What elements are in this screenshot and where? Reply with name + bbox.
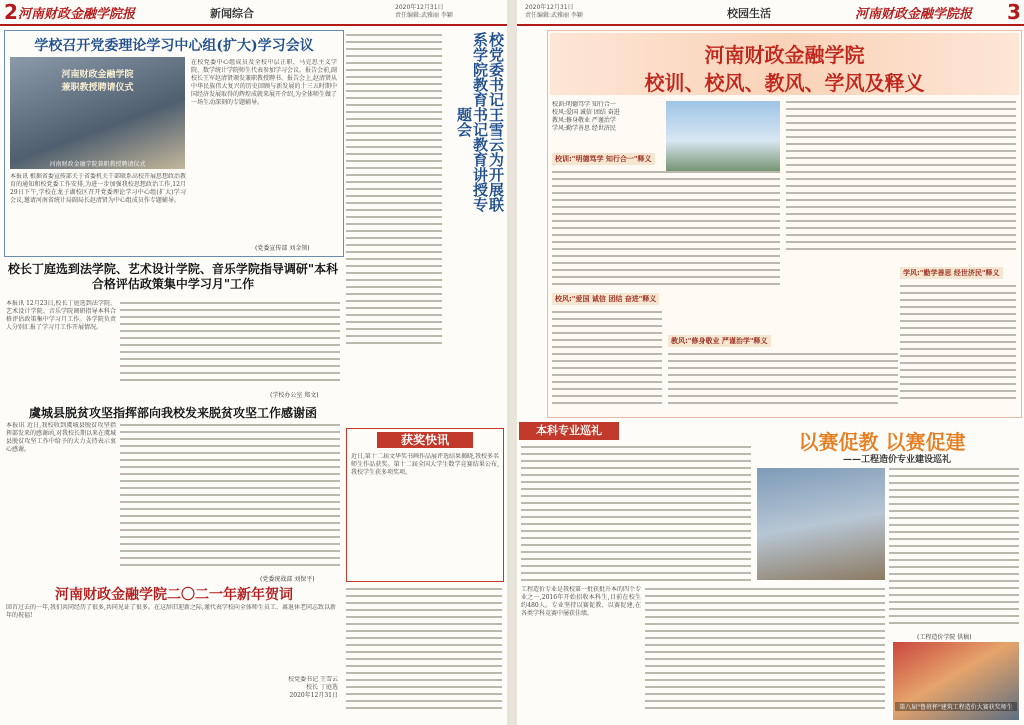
photo-backdrop-text: 河南财政金融学院 兼职教授聘请仪式	[61, 70, 134, 93]
misc-text-lines	[346, 588, 502, 718]
spirit-text-lines	[552, 311, 662, 411]
banner-line1: 河南财政金融学院	[704, 43, 865, 67]
story-photo-caption: 第八届"鲁班杯"建筑工程造价大赛获奖师生	[895, 702, 1017, 711]
photo-caption: 河南财政金融学院兼职教授聘请仪式	[49, 161, 146, 168]
paper-name: 河南财政金融学院报	[18, 7, 136, 22]
lead-headline: 学校召开党委理论学习中心组(扩大)学习会议	[34, 38, 314, 54]
section-title: 校园生活	[727, 7, 771, 20]
right-column-text-lines	[786, 101, 1016, 261]
left-masthead	[0, 0, 507, 26]
story-text-lines-a	[521, 446, 751, 582]
story2-text-lines	[120, 302, 340, 386]
new-year-signature: 校党委书记 王雪云 校长 丁庭选 2020年12月31日	[288, 676, 338, 699]
page-number: 2	[4, 0, 18, 24]
story-banner: 以赛促教 以赛促建	[798, 430, 966, 454]
issue-meta: 2020年12月31日 责任编辑:武雅丽 李颖	[395, 4, 453, 19]
paper-name: 河南财政金融学院报	[855, 7, 973, 22]
story2-author: (学校办公室 郑文)	[270, 392, 319, 399]
lead-body: 在校党委中心组成员及全校中层正职、马克思主义学院、数学统计学院师生代表参加学习会议。报告会前,副校长王军赵清贤颁发兼职教授聘书。报告会上,赵清贤从中华民族伟大复兴的历史回顾与新发展的十三五时期中国经济发展取得的辉煌成就来展开介绍,为全体师生做了一场生动深刻的专题辅导。	[191, 59, 337, 106]
campus-photo	[666, 101, 780, 173]
team-photo	[757, 468, 885, 580]
story2-headline: 校长丁庭选到法学院、艺术设计学院、音乐学院指导调研"本科合格评估政策集中学习月"工作	[7, 262, 339, 291]
spirit-section-title: 校风:"爱国 诚信 团结 奋进"释义	[552, 293, 659, 305]
story-subtitle: ——工程造价专业建设巡礼	[842, 455, 951, 465]
new-year-body: 回首过去的一年,我们共同经历了很多,共同见证了很多。在这辞旧迎新之际,谨代表学校向全体师生员工、离退休老同志致以新年的祝福!	[6, 604, 336, 619]
motto-section-title: 校训:"明德笃学 知行合一"释义	[552, 153, 655, 165]
lead-author: (党委宣传部 刘金领)	[255, 245, 310, 252]
story-photo	[893, 642, 1019, 720]
lead-photo	[10, 57, 185, 169]
vertical-column-headline: 校党委书记王雪云为开展联系学院教育书记教育讲授专题会	[455, 32, 505, 212]
banner-line2: 校训、校风、教风、学风及释义	[644, 71, 925, 95]
page-number: 3	[1007, 0, 1021, 24]
column-text-lines	[346, 34, 442, 352]
story2-body: 本报讯 12月23日,校长丁庭选到法学院、艺术设计学院、音乐学院调研指导本科合格评估政策集中学习月工作。各学院负责人分别汇报了学习月工作开展情况。	[6, 300, 116, 331]
motto-feature	[547, 30, 1022, 418]
story-author: (工程造价学院 供稿)	[917, 634, 972, 641]
center-fold	[507, 0, 517, 725]
section-title: 新闻综合	[210, 7, 254, 20]
motto-list: 校训:明德笃学 知行合一 校风:爱国 诚信 团结 奋进 教风:修身敬业 严谨治学 学风:勤学善思 经世济民	[552, 101, 620, 132]
teaching-text-lines	[668, 353, 898, 411]
story3-text-lines	[120, 424, 340, 574]
award-box	[346, 428, 504, 582]
issue-meta: 2020年12月31日 责任编辑:武雅丽 李颖	[525, 4, 583, 19]
award-body: 近日,第十二届文华奖书画作品展评选结果揭晓,我校多名师生作品获奖。第十二届全国大学生数学竞赛结果公布,我校学生获多项奖项。	[351, 453, 499, 476]
study-section-title: 学风:"勤学善思 经世济民"释义	[900, 267, 1003, 279]
left-newspaper-page	[0, 0, 507, 725]
motto-text-lines	[552, 171, 780, 291]
story3-headline: 虞城县脱贫攻坚指挥部向我校发来脱贫攻坚工作感谢函	[28, 406, 317, 420]
column-tag: 本科专业巡礼	[519, 422, 619, 440]
study-text-lines	[900, 285, 1016, 411]
new-year-headline: 河南财政金融学院二〇二一年新年贺词	[55, 587, 293, 603]
story3-author: (党委统战部 刘保平)	[260, 576, 315, 583]
feature-banner	[550, 33, 1019, 95]
lead-intro: 本报讯 根据省委宣传部关于省委机关干部联系高校开展思想政治教育的通知和校党委工作安排,为进一步加强我校思想政治工作,12月29日下午,学校在龙子湖校区召开党委理论学习中心组(扩大)学习会议,邀请河南省统计局副局长赵清贤为中心组成员作专题辅导。	[10, 173, 186, 204]
teaching-section-title: 教风:"修身敬业 严谨治学"释义	[668, 335, 771, 347]
right-masthead	[517, 0, 1024, 26]
lead-story	[4, 30, 344, 257]
right-newspaper-page	[517, 0, 1024, 725]
story3-body: 本报讯 近日,我校收到虞城县脱贫攻坚指挥部发来的感谢函,对我校长期以来在虞城县脱贫攻坚工作中给予的大力支持表示衷心感谢。	[6, 422, 116, 453]
story-body: 工程造价专业是我校第一批获批升本的四个专业之一,2016年开始招收本科生,目前在校生约480人。专业坚持以赛促教、以赛促建,在各类学科竞赛中屡获佳绩。	[521, 586, 641, 617]
story-text-lines-c	[889, 468, 1019, 628]
story-text-lines-b	[645, 588, 885, 718]
award-title: 获奖快讯	[377, 432, 473, 448]
